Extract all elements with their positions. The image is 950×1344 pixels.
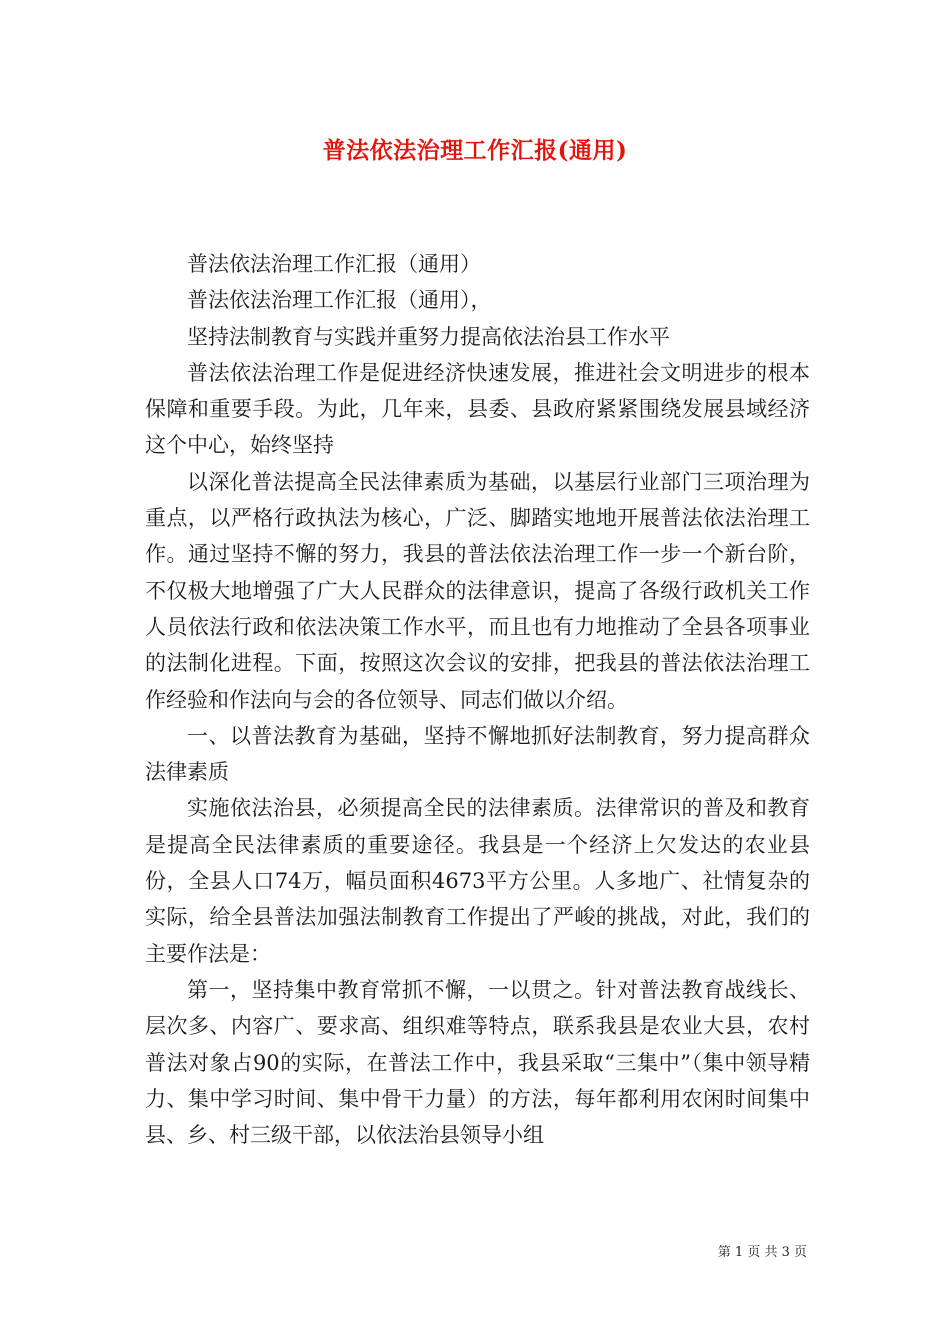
document-body [145, 246, 810, 1153]
page-number-footer: 第 1 页 共 3 页 [717, 1245, 807, 1260]
paragraph-7: 实施依法治县，必须提高全民的法律素质。法律常识的普及和教育是提高全民法律素质的重要途径。我县是一个经济上欠发达的农业县份，全县人口74万，幅员面积4673平方公里。人多地广、社情复杂的实际，给全县普法加强法制教育工作提出了严峻的挑战，对此，我们的主要作法是： [145, 796, 810, 966]
document-title: 普法依法治理工作汇报(通用) [322, 137, 628, 164]
paragraph-1: 普法依法治理工作汇报（通用） [187, 252, 481, 276]
paragraph-8: 第一，坚持集中教育常抓不懈，一以贯之。针对普法教育战线长、层次多、内容广、要求高、组织难等特点，联系我县是农业大县，农村普法对象占90的实际，在普法工作中，我县采取“三集中”（集中领导精力、集中学习时间、集中骨干力量）的方法，每年都利用农闲时间集中县、乡、村三级干部，以依法治县领导小组 [145, 977, 810, 1148]
paragraph-3: 坚持法制教育与实践并重努力提高依法治县工作水平 [187, 324, 670, 349]
paragraph-2: 普法依法治理工作汇报（通用）， [187, 288, 492, 313]
paragraph-5: 以深化普法提高全民法律素质为基础，以基层行业部门三项治理为重点，以严格行政执法为核心，广泛、脚踏实地地开展普法依法治理工作。通过坚持不懈的努力，我县的普法依法治理工作一步一个新台阶，不仅极大地增强了广大人民群众的法律意识，提高了各级行政机关工作人员依法行政和依法决策工作水平，而且也有力地推动了全县各项事业的法制化进程。下面，按照这次会议的安排，把我县的普法依法治理工作经验和作法向与会的各位领导、同志们做以介绍。 [145, 469, 810, 712]
paragraph-4: 普法依法治理工作是促进经济快速发展，推进社会文明进步的根本保障和重要手段。为此，几年来，县委、县政府紧紧围绕发展县域经济这个中心，始终坚持 [145, 360, 810, 458]
section-heading-1: 一、以普法教育为基础，坚持不懈地抓好法制教育，努力提高群众法律素质 [145, 723, 810, 785]
